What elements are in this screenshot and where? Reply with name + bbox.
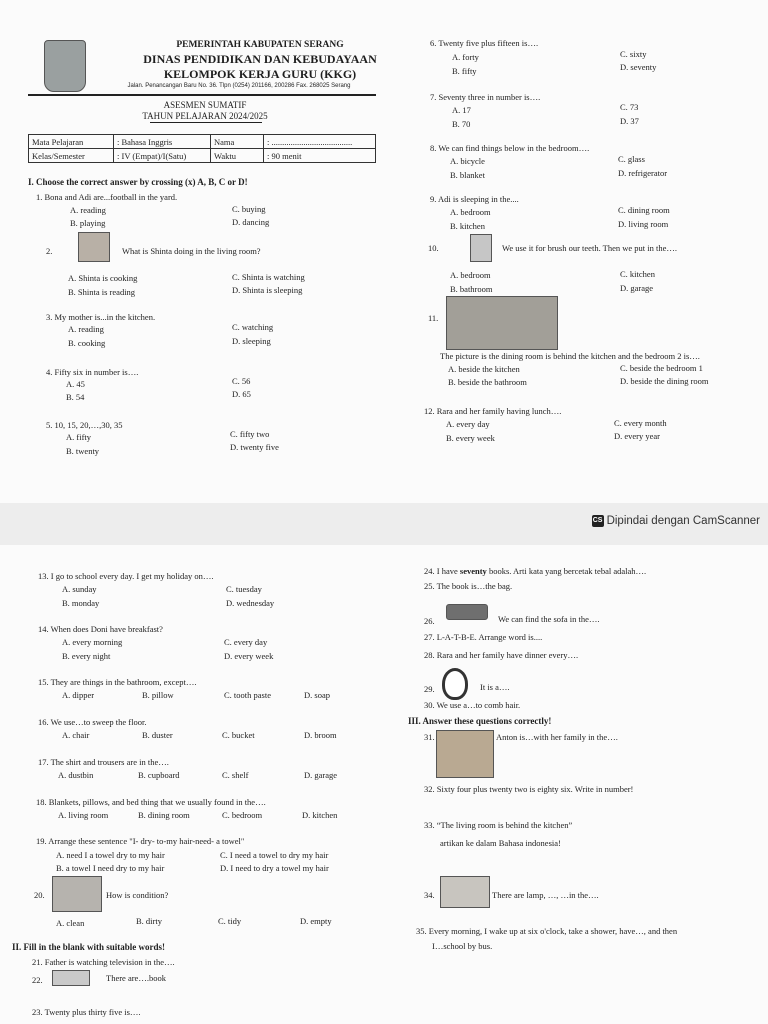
- nama-label: Nama: [211, 135, 264, 149]
- q29-picture-mirror: [442, 668, 468, 700]
- q2-option-d: D. Shinta is sleeping: [232, 285, 303, 295]
- q26-number: 26.: [424, 616, 435, 626]
- q5-question: 5. 10, 15, 20,…,30, 35: [46, 420, 123, 430]
- q3-option-c: C. watching: [232, 322, 274, 332]
- q8-option-c: C. glass: [618, 154, 645, 164]
- q14-question: 14. When does Doni have breakfast?: [38, 624, 163, 634]
- q4-option-a: A. 45: [66, 379, 85, 389]
- header-address: Jalan. Penancangan Baru No. 36. Tlpn (0254) 201166, 200286 Fax. 268025 Serang: [127, 83, 351, 89]
- q21-question: 21. Father is watching television in the….: [32, 957, 175, 967]
- q16-option-d: D. broom: [304, 730, 337, 740]
- exam-title: ASESMEN SUMATIF: [163, 100, 247, 110]
- nama-value: : ......................................: [264, 135, 376, 149]
- q20-option-b: B. dirty: [136, 916, 162, 926]
- q7-option-c: C. 73: [620, 102, 639, 112]
- q15-option-c: C. tooth paste: [224, 690, 271, 700]
- q10-option-d: D. garage: [620, 283, 654, 293]
- q11-option-c: C. beside the bedroom 1: [620, 363, 703, 373]
- q23-question: 23. Twenty plus thirty five is….: [32, 1007, 141, 1017]
- q10-option-a: A. bedroom: [450, 270, 491, 280]
- q15-option-a: A. dipper: [62, 690, 95, 700]
- section-3-instruction: III. Answer these questions correctly!: [408, 716, 552, 726]
- header-divider: [28, 94, 376, 96]
- q1-option-d: D. dancing: [232, 217, 270, 227]
- q5-option-d: D. twenty five: [230, 442, 279, 452]
- q11-number: 11.: [428, 313, 439, 323]
- q6-option-b: B. fifty: [452, 66, 477, 76]
- school-logo: [44, 40, 86, 92]
- q18-option-c: C. bedroom: [222, 810, 263, 820]
- q7-question: 7. Seventy three in number is….: [430, 92, 541, 102]
- q29-question: It is a….: [480, 682, 510, 692]
- q8-option-b: B. blanket: [450, 170, 485, 180]
- q13-option-a: A. sunday: [62, 584, 97, 594]
- q11-question: The picture is the dining room is behind the kitchen and the bedroom 2 is….: [440, 351, 700, 361]
- q3-question: 3. My mother is...in the kitchen.: [46, 312, 156, 322]
- q2-option-a: A. Shinta is cooking: [68, 273, 138, 283]
- q19-option-c: C. I need a towel to dry my hair: [220, 850, 329, 860]
- q18-option-d: D. kitchen: [302, 810, 338, 820]
- q19-option-d: D. I need to dry a towel my hair: [220, 863, 329, 873]
- q2-option-c: C. Shinta is watching: [232, 272, 305, 282]
- q16-question: 16. We use…to sweep the floor.: [38, 717, 147, 727]
- q30-question: 30. We use a…to comb hair.: [424, 700, 521, 710]
- q26-picture-sofa: [446, 604, 488, 620]
- q7-option-a: A. 17: [452, 105, 471, 115]
- camscanner-icon: CS: [592, 515, 604, 527]
- q6-option-c: C. sixty: [620, 49, 647, 59]
- q8-option-d: D. refrigerator: [618, 168, 668, 178]
- q12-option-c: C. every month: [614, 418, 667, 428]
- q17-option-b: B. cupboard: [138, 770, 180, 780]
- q17-option-c: C. shelf: [222, 770, 249, 780]
- q6-question: 6. Twenty five plus fifteen is….: [430, 38, 539, 48]
- q1-option-c: C. buying: [232, 204, 266, 214]
- q4-option-c: C. 56: [232, 376, 251, 386]
- q4-option-b: B. 54: [66, 392, 85, 402]
- q12-option-b: B. every week: [446, 433, 495, 443]
- q10-number: 10.: [428, 243, 439, 253]
- q29-number: 29.: [424, 684, 435, 694]
- q5-option-a: A. fifty: [66, 432, 92, 442]
- q12-option-a: A. every day: [446, 419, 490, 429]
- q2-question: What is Shinta doing in the living room?: [122, 246, 261, 256]
- exam-year: TAHUN PELAJARAN 2024/2025: [142, 111, 268, 121]
- camscanner-badge: [592, 515, 760, 527]
- camscanner-banner: [0, 503, 768, 545]
- q7-option-b: B. 70: [452, 119, 471, 129]
- q9-option-a: A. bedroom: [450, 207, 491, 217]
- q5-option-b: B. twenty: [66, 446, 100, 456]
- q31-question: Anton is…with her family in the….: [496, 732, 618, 742]
- q20-question: How is condition?: [106, 890, 169, 900]
- q13-option-d: D. wednesday: [226, 598, 275, 608]
- q31-number: 31.: [424, 732, 435, 742]
- q35-line2: I…school by bus.: [432, 941, 493, 951]
- q6-option-a: A. forty: [452, 52, 479, 62]
- q34-number: 34.: [424, 890, 435, 900]
- q7-option-d: D. 37: [620, 116, 639, 126]
- q17-option-a: A. dustbin: [58, 770, 94, 780]
- q14-option-a: A. every morning: [62, 637, 123, 647]
- kelas-label: Kelas/Semester: [29, 149, 114, 163]
- q4-option-d: D. 65: [232, 389, 251, 399]
- q12-question: 12. Rara and her family having lunch….: [424, 406, 562, 416]
- mapel-value: : Bahasa Inggris: [114, 135, 211, 149]
- q10-picture-toothbrush: [470, 234, 492, 262]
- q13-question: 13. I go to school every day. I get my holiday on….: [38, 571, 214, 581]
- q22-question: There are….book: [106, 973, 166, 983]
- q4-question: 4. Fifty six in number is….: [46, 367, 139, 377]
- section-1-instruction: I. Choose the correct answer by crossing (x) A, B, C or D!: [28, 177, 248, 187]
- q3-option-b: B. cooking: [68, 338, 106, 348]
- q32-question: 32. Sixty four plus twenty two is eighty six. Write in number!: [424, 784, 634, 794]
- q9-option-d: D. living room: [618, 219, 669, 229]
- q1-option-a: A. reading: [70, 205, 106, 215]
- header-gov: PEMERINTAH KABUPATEN SERANG: [176, 40, 344, 50]
- q22-picture-books: [52, 970, 90, 986]
- q35-line1: 35. Every morning, I wake up at six o'clock, take a shower, have…, and then: [416, 926, 678, 936]
- q15-question: 15. They are things in the bathroom, except….: [38, 677, 197, 687]
- q19-question: 19. Arrange these sentence "I- dry- to-my hair-need- a towel": [36, 836, 245, 846]
- q31-picture-family: [436, 730, 494, 778]
- q18-question: 18. Blankets, pillows, and bed thing that we usually found in the….: [36, 797, 266, 807]
- camscanner-text: Dipindai dengan CamScanner: [606, 515, 760, 528]
- q24-question: [424, 566, 646, 576]
- q11-picture-floorplan: [446, 296, 558, 350]
- q28-question: 28. Rara and her family have dinner every….: [424, 650, 579, 660]
- q9-option-b: B. kitchen: [450, 221, 485, 231]
- q6-option-d: D. seventy: [620, 62, 657, 72]
- q10-option-b: B. bathroom: [450, 284, 493, 294]
- q24-bold-word: seventy: [459, 566, 487, 576]
- kelas-value: : IV (Empat)/I(Satu): [114, 149, 211, 163]
- q16-option-a: A. chair: [62, 730, 90, 740]
- q10-option-c: C. kitchen: [620, 269, 655, 279]
- q22-number: 22.: [32, 975, 43, 985]
- q2-option-b: B. Shinta is reading: [68, 287, 136, 297]
- q1-option-b: B. playing: [70, 218, 106, 228]
- q2-picture-shinta: [78, 232, 110, 262]
- q8-question: 8. We can find things below in the bedroom….: [430, 143, 590, 153]
- q14-option-c: C. every day: [224, 637, 268, 647]
- q11-option-d: D. beside the dining room: [620, 376, 709, 386]
- q19-option-b: B. a towel I need dry to my hair: [56, 863, 165, 873]
- q5-option-c: C. fifty two: [230, 429, 270, 439]
- waktu-value: : 90 menit: [264, 149, 376, 163]
- q24-pre: 24. I have: [424, 566, 460, 576]
- q8-option-a: A. bicycle: [450, 156, 485, 166]
- q1-question: 1. Bona and Adi are...football in the yard.: [36, 192, 178, 202]
- q20-option-d: D. empty: [300, 916, 332, 926]
- q3-option-a: A. reading: [68, 324, 104, 334]
- header-dept: DINAS PENDIDIKAN DAN KEBUDAYAAN: [143, 52, 377, 66]
- student-info-table: [28, 134, 376, 163]
- q20-picture-room: [52, 876, 102, 912]
- q13-option-c: C. tuesday: [226, 584, 262, 594]
- q16-option-c: C. bucket: [222, 730, 255, 740]
- q34-picture-room: [440, 876, 490, 908]
- q18-option-a: A. living room: [58, 810, 109, 820]
- q15-option-b: B. pillow: [142, 690, 174, 700]
- year-underline: [150, 122, 262, 123]
- q14-option-d: D. every week: [224, 651, 274, 661]
- q19-option-a: A. need I a towel dry to my hair: [56, 850, 165, 860]
- q34-question: There are lamp, …, …in the….: [492, 890, 599, 900]
- q9-question: 9. Adi is sleeping in the....: [430, 194, 519, 204]
- q2-number: 2.: [46, 246, 53, 256]
- mapel-label: Mata Pelajaran: [29, 135, 114, 149]
- header-kkg: KELOMPOK KERJA GURU (KKG): [163, 67, 357, 81]
- q26-question: We can find the sofa in the….: [498, 614, 600, 624]
- section-2-instruction: II. Fill in the blank with suitable words!: [12, 942, 166, 952]
- q15-option-d: D. soap: [304, 690, 330, 700]
- waktu-label: Waktu: [211, 149, 264, 163]
- q14-option-b: B. every night: [62, 651, 111, 661]
- q17-question: 17. The shirt and trousers are in the….: [38, 757, 169, 767]
- q3-option-d: D. sleeping: [232, 336, 271, 346]
- q11-option-a: A. beside the kitchen: [448, 364, 520, 374]
- q20-option-c: C. tidy: [218, 916, 242, 926]
- q11-option-b: B. beside the bathroom: [448, 377, 527, 387]
- q25-question: 25. The book is…the bag.: [424, 581, 513, 591]
- q33-instruction: artikan ke dalam Bahasa indonesia!: [440, 838, 561, 848]
- q24-post: books. Arti kata yang bercetak tebal adalah….: [486, 566, 647, 576]
- q20-number: 20.: [34, 890, 45, 900]
- q17-option-d: D. garage: [304, 770, 338, 780]
- q12-option-d: D. every year: [614, 431, 661, 441]
- q27-question: 27. L-A-T-B-E. Arrange word is....: [424, 632, 543, 642]
- q10-question: We use it for brush our teeth. Then we put in the….: [502, 243, 678, 253]
- q16-option-b: B. duster: [142, 730, 173, 740]
- q13-option-b: B. monday: [62, 598, 100, 608]
- q33-question: 33. “The living room is behind the kitchen”: [424, 820, 573, 830]
- q20-option-a: A. clean: [56, 918, 85, 928]
- q9-option-c: C. dining room: [618, 205, 670, 215]
- q18-option-b: B. dining room: [138, 810, 190, 820]
